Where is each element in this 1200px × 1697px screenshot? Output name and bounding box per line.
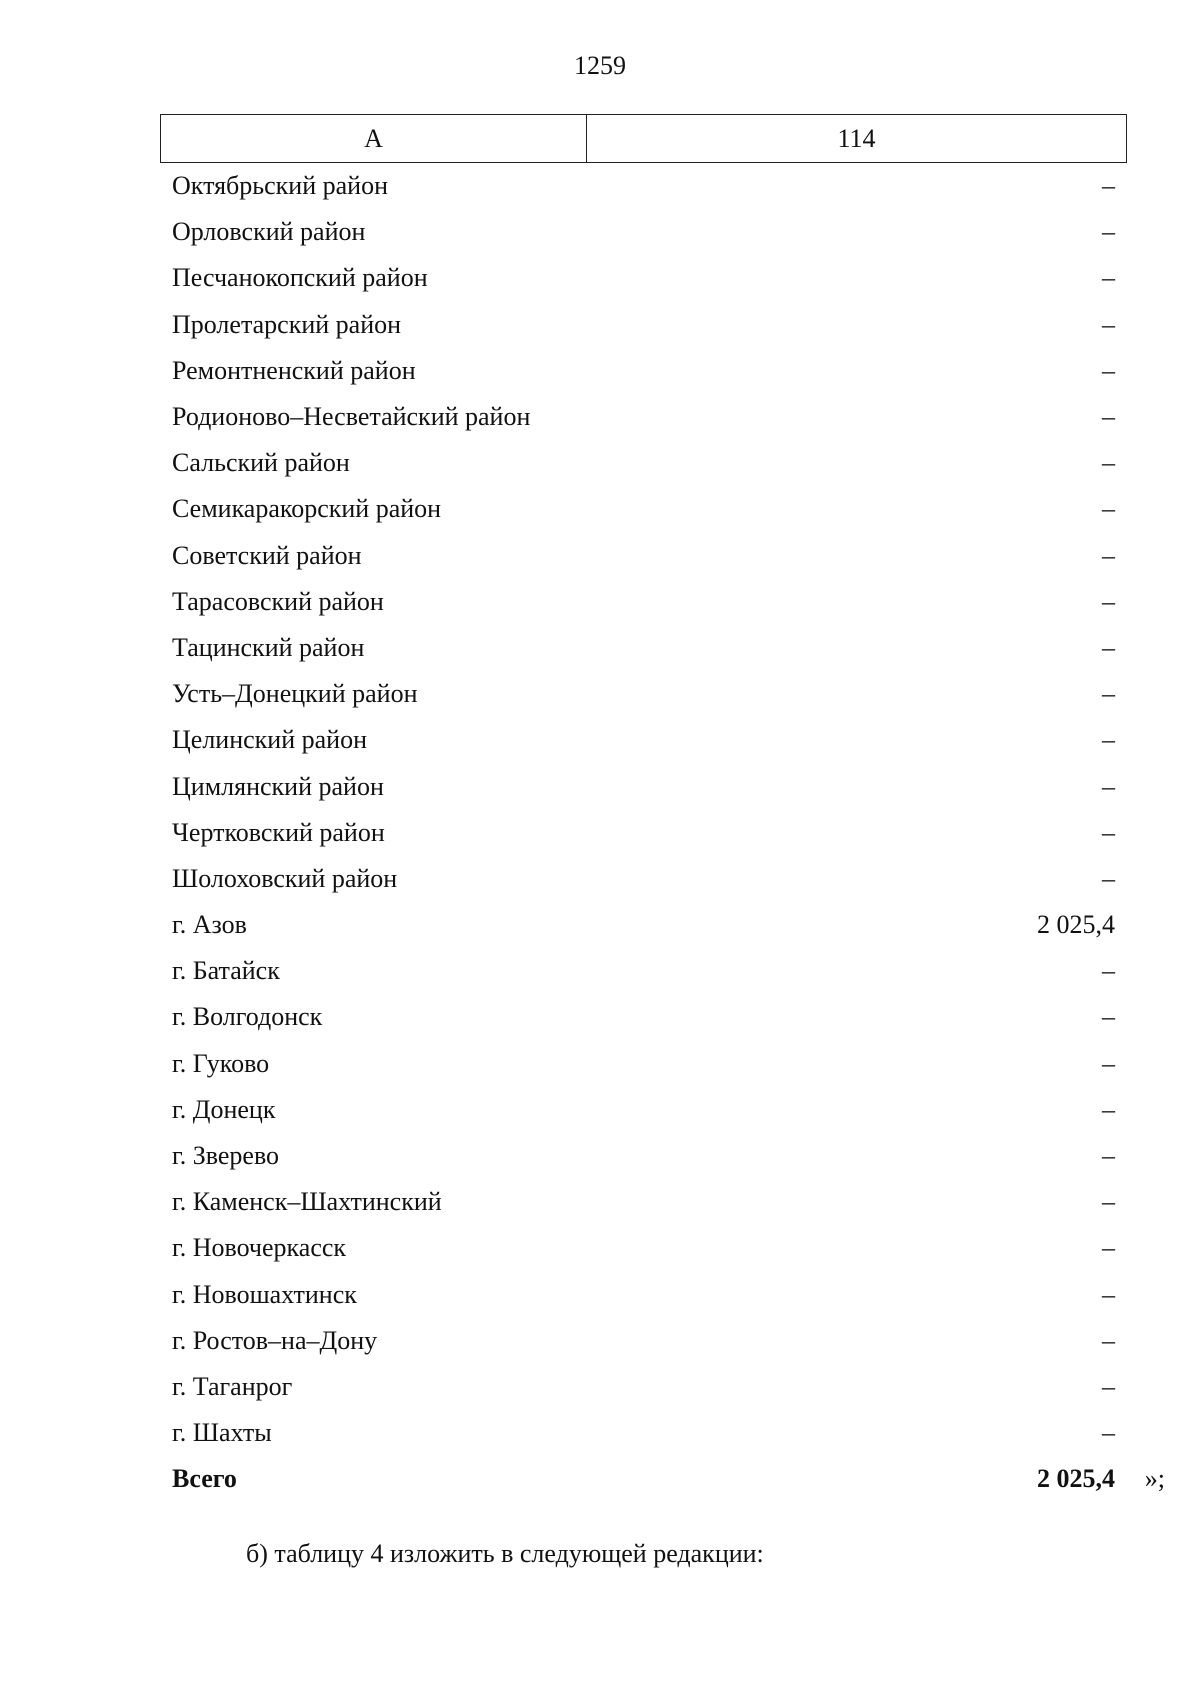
total-label: Всего: [172, 1464, 237, 1494]
row-value: –: [1102, 355, 1115, 385]
row-value: –: [1102, 679, 1115, 709]
table-row: [160, 856, 1127, 902]
row-name: г. Ростов–на–Дону: [172, 1325, 378, 1355]
row-value: –: [1102, 1279, 1115, 1309]
row-name: г. Новошахтинск: [172, 1279, 357, 1309]
table-header-col-a: А: [161, 115, 587, 162]
row-name: г. Зверево: [172, 1141, 280, 1171]
table-row: [160, 486, 1127, 532]
table-row: [160, 717, 1127, 763]
row-name: г. Гуково: [172, 1048, 270, 1078]
table-row: [160, 625, 1127, 671]
row-name: Шолоховский район: [172, 863, 398, 893]
closing-quote-mark: »;: [1144, 1464, 1165, 1494]
row-name: Целинский район: [172, 725, 367, 755]
total-value: 2 025,4: [1037, 1464, 1115, 1494]
row-name: Семикаракорский район: [172, 494, 442, 524]
row-name: Усть–Донецкий район: [172, 679, 418, 709]
table-row: [160, 671, 1127, 717]
table-row: [160, 810, 1127, 856]
row-value: –: [1102, 1325, 1115, 1355]
row-value: –: [1102, 1371, 1115, 1401]
row-value: –: [1102, 309, 1115, 339]
table-row: [160, 209, 1127, 255]
row-name: Пролетарский район: [172, 309, 402, 339]
row-value: 2 025,4: [1037, 910, 1115, 940]
row-value: –: [1102, 1048, 1115, 1078]
row-name: Октябрьский район: [172, 171, 388, 201]
table-row: [160, 1225, 1127, 1271]
row-value: –: [1102, 586, 1115, 616]
table-header: [160, 114, 1127, 163]
row-value: –: [1102, 1418, 1115, 1448]
row-name: Ремонтненский район: [172, 355, 416, 385]
row-value: –: [1102, 863, 1115, 893]
row-value: –: [1102, 1094, 1115, 1124]
table-row: [160, 440, 1127, 486]
table-body: [160, 163, 1165, 1502]
table-header-col-b: 114: [837, 123, 876, 153]
table-row: [160, 302, 1127, 348]
row-name: г. Азов: [172, 910, 247, 940]
row-name: г. Шахты: [172, 1418, 272, 1448]
table-row: [160, 1041, 1127, 1087]
amendment-note: б) таблицу 4 изложить в следующей редакции:: [246, 1539, 764, 1568]
table-row: [160, 1179, 1127, 1225]
row-value: –: [1102, 171, 1115, 201]
row-name: Чертковский район: [172, 817, 385, 847]
row-name: Тарасовский район: [172, 586, 384, 616]
row-value: –: [1102, 632, 1115, 662]
row-name: Советский район: [172, 540, 362, 570]
table-row: [160, 1087, 1127, 1133]
table-row: [160, 763, 1127, 809]
row-name: Тацинский район: [172, 632, 365, 662]
table-row: [160, 902, 1127, 948]
row-value: –: [1102, 1233, 1115, 1263]
table-row: [160, 163, 1127, 209]
row-value: –: [1102, 1141, 1115, 1171]
row-value: –: [1102, 494, 1115, 524]
row-value: –: [1102, 1002, 1115, 1032]
page-number: 1259: [574, 51, 626, 80]
table-row: [160, 533, 1127, 579]
table-row: [160, 579, 1127, 625]
row-name: Сальский район: [172, 448, 350, 478]
table-row: [160, 1318, 1127, 1364]
table-row: [160, 394, 1127, 440]
row-value: –: [1102, 448, 1115, 478]
row-value: –: [1102, 402, 1115, 432]
table-row: [160, 255, 1127, 301]
row-name: Родионово–Несветайский район: [172, 402, 531, 432]
table-row: [160, 948, 1127, 994]
row-value: –: [1102, 217, 1115, 247]
row-name: г. Таганрог: [172, 1371, 293, 1401]
table-total-row: [160, 1456, 1165, 1502]
table-row: [160, 1133, 1127, 1179]
row-name: г. Батайск: [172, 956, 280, 986]
table-row: [160, 994, 1127, 1040]
row-value: –: [1102, 817, 1115, 847]
table-row: [160, 1272, 1127, 1318]
row-value: –: [1102, 771, 1115, 801]
row-name: г. Донецк: [172, 1094, 276, 1124]
row-value: –: [1102, 540, 1115, 570]
row-name: г. Волгодонск: [172, 1002, 323, 1032]
row-value: –: [1102, 725, 1115, 755]
row-name: Песчанокопский район: [172, 263, 428, 293]
table-row: [160, 1410, 1127, 1456]
row-value: –: [1102, 263, 1115, 293]
row-name: Цимлянский район: [172, 771, 384, 801]
table-row: [160, 348, 1127, 394]
row-name: Орловский район: [172, 217, 366, 247]
row-name: г. Каменск–Шахтинский: [172, 1187, 442, 1217]
table-row: [160, 1364, 1127, 1410]
row-value: –: [1102, 956, 1115, 986]
row-name: г. Новочеркасск: [172, 1233, 347, 1263]
row-value: –: [1102, 1187, 1115, 1217]
